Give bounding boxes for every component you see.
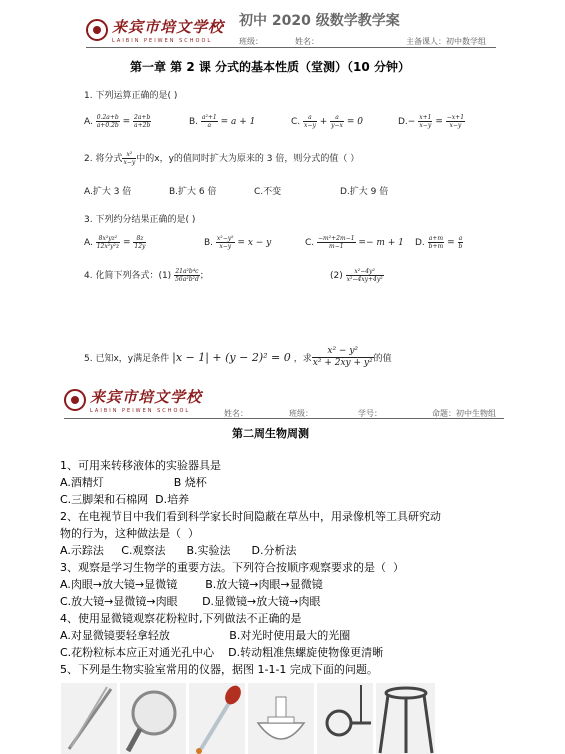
tweezers-photo <box>61 683 117 754</box>
school-name-2: 来宾市培文学校 <box>90 388 203 406</box>
school-name-en: LAIBIN PEIWEN SCHOOL <box>112 38 213 44</box>
q1-option-c: C. $\frac{a}{x-y}$ + $\frac{a}{y-x}$ = 0 <box>291 114 363 129</box>
school-logo-2 <box>64 386 202 414</box>
q2-option-b: B.扩大 6 倍 <box>169 187 217 197</box>
school-name: 来宾市培文学校 <box>112 18 225 36</box>
q2-option-a: A.扩大 3 倍 <box>84 187 132 197</box>
name-label: 姓名： <box>295 37 319 46</box>
school-seal-icon <box>64 389 86 411</box>
q2-stem: 2. 将分式 $\frac{\text{x²}}{x-y}$ 中的x，y的值同时扩大为原来的 3 倍，则分式的值（ ） <box>84 151 360 166</box>
lesson-title: 第一章 第 2 课 分式的基本性质（堂测）（10 分钟） <box>130 60 410 74</box>
teacher-label: 主备课人：初中数学组 <box>406 37 486 46</box>
q3-option-b: B. $\frac{\text{x²−y²}}{x-y}$ = x − y <box>204 235 272 250</box>
bio-title: 第二周生物周测 <box>232 427 309 440</box>
q2-option-d: D.扩大 9 倍 <box>340 187 389 197</box>
tripod-photo <box>376 683 435 754</box>
bio-line: A.示踪法 C.观察法 B.实验法 D.分析法 <box>60 544 297 557</box>
q1-options: A. $\frac{0.2a+b}{a+0.2b}$ = $\frac{2a+b}{a+2b}$ <box>84 114 151 129</box>
instrument-images <box>61 683 436 754</box>
bio-line: C.放大镜→显微镜→肉眼 D.显微镜→放大镜→肉眼 <box>60 595 321 608</box>
mortar-photo <box>248 683 314 754</box>
q1-option-b: B. $\frac{\text{a²+1}}{a}$ = a + 1 <box>189 114 256 129</box>
bio-line: 3、观察是学习生物学的重要方法。下列符合按顺序观察要求的是（ ） <box>60 561 404 574</box>
bio-line: 4、使用显微镜观察花粉粒时,下列做法不正确的是 <box>60 612 302 625</box>
q5-stem: 5. 已知x，y满足条件 |x − 1| + (y − 2)² = 0 ，求 $\frac{\text{x² − y²}}{\text{x² + 2xy + y²}}$ 的值 <box>84 346 392 368</box>
bio-line: 5、下列是生物实验室常用的仪器，据图 1-1-1 完成下面的问题。 <box>60 663 378 676</box>
bio-line: C.三脚架和石棉网 D.培养 <box>60 493 190 506</box>
q2-option-c: C.不变 <box>254 187 282 197</box>
school-logo <box>86 16 224 44</box>
header-rule-2 <box>64 418 504 419</box>
bio-line: A.酒精灯 B 烧杯 <box>60 476 207 489</box>
bio-line: A.对显微镜要轻拿轻放 B.对光时使用最大的光圈 <box>60 629 351 642</box>
q1-stem: 1. 下列运算正确的是( ) <box>84 91 178 101</box>
dropper-photo <box>189 683 245 754</box>
school-seal-icon <box>86 19 108 41</box>
bio-line: 2、在电视节目中我们看到科学家长时间隐蔽在草丛中，用录像机等工具研究动 <box>60 510 441 523</box>
header-rule <box>86 47 496 48</box>
q1-option-d: D.− $\frac{x+1}{x-y}$ = $\frac{-x+1}{x-y}$ <box>398 114 465 129</box>
q3-stem: 3. 下列约分结果正确的是( ) <box>84 215 196 225</box>
id-label-2: 学号： <box>358 409 382 418</box>
bio-line: 1、可用来转移液体的实验器具是 <box>60 459 221 472</box>
bio-line: 物的行为，这种做法是（ ） <box>60 527 199 540</box>
q4-part2: (2) $\frac{\text{x²−4y²}}{\text{x²−4xy+4y²}}$ <box>330 268 383 283</box>
author-label-2: 命题：初中生物组 <box>432 409 496 418</box>
header-title: 初中 2020 级数学教学案 <box>239 13 400 29</box>
q3-option-a: A. $\frac{\text{8x²yz²}}{\text{12x²y²z}}$ = $\frac{8z}{12y}$ <box>84 235 146 250</box>
bio-line: C.花粉粒标本应正对通光孔中心 D.转动粗准焦螺旋使物像更清晰 <box>60 646 384 659</box>
q4-stem: 4. 化简下列各式：(1) $\frac{\text{21a²b⁴c}}{\text{56a²b²d}}$ ； <box>84 268 209 283</box>
name-label-2: 姓名： <box>224 409 248 418</box>
ring-stand-photo <box>317 683 373 754</box>
class-label-2: 班级： <box>289 409 313 418</box>
bio-line: A.肉眼→放大镜→显微镜 B.放大镜→肉眼→显微镜 <box>60 578 323 591</box>
q3-option-d: D. $\frac{a+m}{b+m}$ = $\frac{a}{b}$ <box>415 235 463 250</box>
class-label: 班级： <box>239 37 263 46</box>
bio-questions <box>60 457 530 678</box>
magnifier-photo <box>120 683 186 754</box>
school-name-en-2: LAIBIN PEIWEN SCHOOL <box>90 408 191 414</box>
q3-option-c: C. $\frac{\text{−m²+2m−1}}{m-1}$ =− m + 1 <box>305 235 404 250</box>
